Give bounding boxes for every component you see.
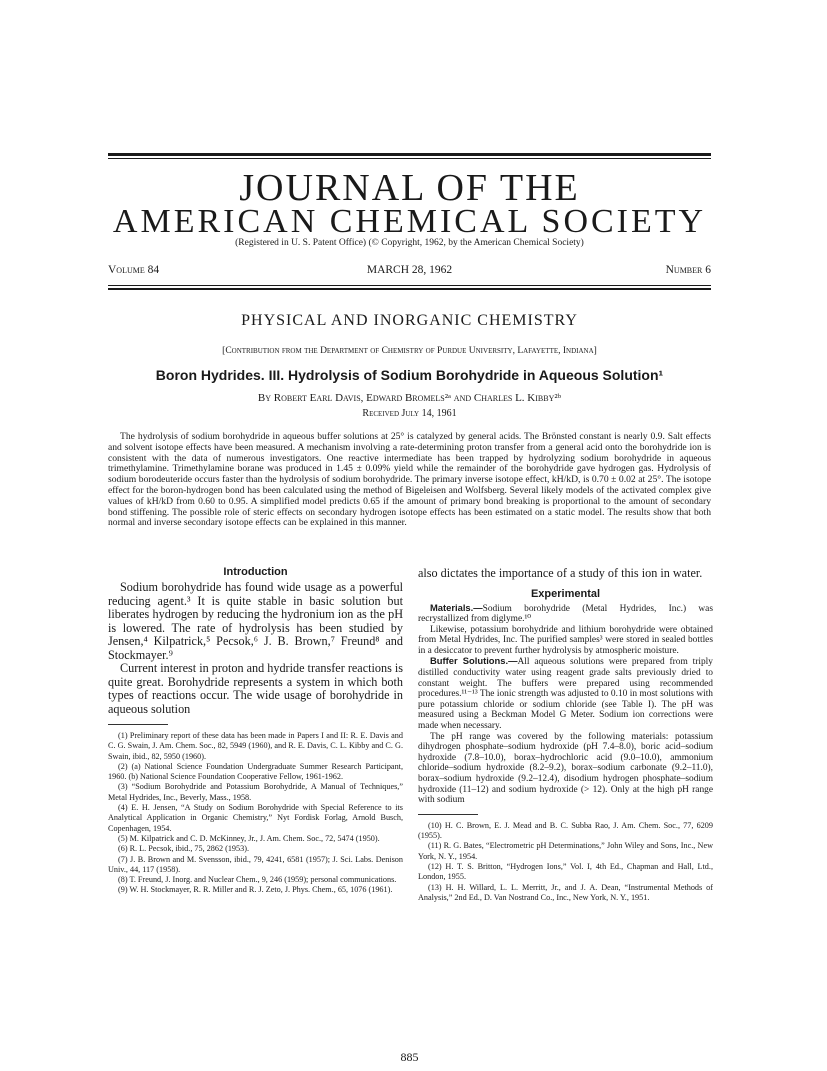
- masthead-bottom-rule-thin: [108, 285, 711, 286]
- footnote: (12) H. T. S. Britton, “Hydrogen Ions,” Vol. I, 4th Ed., Chapman and Hall, Ltd., London, 1955.: [418, 861, 713, 882]
- materials-run-head: Materials.—: [430, 601, 483, 613]
- footnote: (9) W. H. Stockmayer, R. R. Miller and R. J. Zeto, J. Phys. Chem., 65, 1076 (1961).: [118, 885, 393, 895]
- footnote-divider: [418, 814, 478, 815]
- footnote: (7) J. B. Brown and M. Svensson, ibid., 79, 4241, 6581 (1957); J. Sci. Labs. Denison Univ., 44, 117 (1958).: [108, 854, 403, 874]
- footnote: (3) “Sodium Borohydride and Potassium Borohydride, A Manual of Techniques,” Metal Hydrides, Inc., Beverly, Mass., 1958.: [108, 782, 403, 802]
- footnote: (8) T. Freund, J. Inorg. and Nuclear Chem., 9, 246 (1959); personal communications.: [118, 875, 397, 885]
- footnote: (4) E. H. Jensen, “A Study on Sodium Borohydride with Special Reference to its Analytical Application in Organic Chemistry,” Nyt Fordisk Forlag, Arnold Busch, Copenhagen, 1954.: [108, 803, 403, 833]
- left-column: [108, 566, 403, 896]
- footnote-divider: [108, 724, 168, 725]
- journal-title-line1: JOURNAL OF THE: [239, 167, 580, 209]
- received-date: Received July 14, 1961: [362, 408, 457, 419]
- volume-label: Volume 84: [108, 264, 160, 276]
- article-title: Boron Hydrides. III. Hydrolysis of Sodium Borohydride in Aqueous Solution¹: [155, 367, 664, 383]
- footnotes-left: [108, 731, 403, 896]
- buffer-run-head: Buffer Solutions.—: [430, 655, 518, 667]
- section-heading: PHYSICAL AND INORGANIC CHEMISTRY: [241, 312, 578, 329]
- masthead-top-rule-thick: [108, 153, 711, 156]
- footnote: (1) Preliminary report of these data has been made in Papers I and II: R. E. Davis and C. G. Swain, J. Am. Chem. Soc., 82, 5949 (1960), and R. E. Davis, C. L. Kibby and C. G. Swain, ibid., 82, 5950 (1960).: [108, 731, 403, 761]
- issue-number: Number 6: [665, 264, 711, 276]
- page-number: 885: [400, 1050, 419, 1064]
- abstract: [108, 432, 711, 529]
- registration-notice: (Registered in U. S. Patent Office) (© Copyright, 1962, by the American Chemical Society): [235, 238, 584, 248]
- intro-paragraph-2: Current interest in proton and hydride transfer reactions is quite great. Borohydride represents a system in which both types of reactions occur. The wide usage of borohydride in aqueous solution: [108, 661, 403, 716]
- ph-range-paragraph: The pH range was covered by the following materials: potassium dihydrogen phosphate–sodium hydroxide (pH 7.4–8.0), boric acid–sodium hydroxide (7.8–10.0), borax–hydrochloric acid (9.0–10.0), ammonium chloride–sodium hydroxide (8.2–9.2), borax–sodium carbonate (9.2–11.0), borax–sodium hydroxide (9.2–12.4), disodium hydrogen phosphate–sodium hydroxide (11–12) and sodium hydroxide (> 12). Only at the high pH range with sodium: [418, 731, 713, 806]
- abstract-text: The hydrolysis of sodium borohydride in aqueous buffer solutions at 25° is catalyzed by general acids. The Brönsted constant is nearly 0.9. Salt effects and solvent isotope effects have been measured. A mechanism involving a rate-determining proton transfer from a general acid onto the borohydride ion is consistent with the data of numerous investigators. One reactive intermediate has been trapped by hydrolyzing sodium borohydride in aqueous trimethylamine. Trimethylamine borane was produced in 1.45 ± 0.09% yield while the remainder of the borohydride gave hydrogen gas. Hydrolysis of sodium borodeuteride occurs faster than the hydrolysis of sodium borohydride. The primary inverse isotope effect, kH/kD, is 0.70 ± 0.02 at 25°. The isotope effect for the boron-hydrogen bond has been calculated using the method of Bigeleisen and Wolfsberg. Several likely models of the activated complex give values of kH/kD from 0.60 to 0.95. A simplified model predicts 0.65 if the amount of primary bond breaking is proportional to the amount of secondary bond stiffening. The possible role of steric effects on secondary hydrogen isotope effects has been estimated on a static model. The results show that both normal and inverse secondary isotope effects can be explained in this manner.: [108, 431, 711, 529]
- footnote: (13) H. H. Willard, L. L. Merritt, Jr., and J. A. Dean, “Instrumental Methods of Analysis,” 2nd Ed., D. Van Nostrand Co., Inc., New York, N. Y., 1951.: [418, 882, 713, 902]
- footnotes-right: [418, 821, 713, 903]
- issue-date: MARCH 28, 1962: [366, 264, 453, 276]
- masthead-top-rule-thin: [108, 158, 711, 159]
- footnote: (11) R. G. Bates, “Electrometric pH Determinations,” John Wiley and Sons, Inc., New York, N. Y., 1954.: [418, 841, 713, 861]
- materials-paragraph: [418, 603, 713, 625]
- intro-paragraph-1: Sodium borohydride has found wide usage as a powerful reducing agent.³ It is quite stable in basic solution but liberates hydrogen by reducing the hydronium ion as the pH is lowered. The rate of hydrolysis has been studied by Jensen,⁴ Kilpatrick,⁵ Pecsok,⁶ J. B. Brown,⁷ Freund⁸ and Stockmayer.⁹: [108, 580, 403, 662]
- intro-continued: also dictates the importance of a study of this ion in water.: [418, 566, 703, 580]
- journal-title-line2: AMERICAN CHEMICAL SOCIETY: [112, 203, 707, 240]
- materials-text: Sodium borohydride (Metal Hydrides, Inc.) was recrystallized from diglyme.¹⁰: [418, 603, 713, 625]
- likewise-paragraph: Likewise, potassium borohydride and lithium borohydride were obtained from Metal Hydrides, Inc. The purified samples³ were stored in sealed bottles in a desiccator to prevent further hydrolysis by atmospheric moisture.: [418, 624, 713, 656]
- footnote: (6) R. L. Pecsok, ibid., 75, 2862 (1953).: [118, 844, 249, 854]
- footnote: (10) H. C. Brown, E. J. Mead and B. C. Subba Rao, J. Am. Chem. Soc., 77, 6209 (1955).: [418, 820, 713, 841]
- buffer-paragraph: [418, 656, 713, 731]
- introduction-heading: Introduction: [223, 566, 288, 578]
- contribution-line: [Contribution from the Department of Chemistry of Purdue University, Lafayette, Indiana]: [222, 346, 597, 356]
- buffer-text: All aqueous solutions were prepared from triply distilled conductivity water using reagent grade salts previously dried to constant weight. The buffers were prepared using recommended procedures.¹¹⁻¹³ The ionic strength was adjusted to 0.10 in most solutions with pure potassium chloride or sodium chloride (see Table I). The pH was measured using a Beckman Model G Meter. Sodium ion corrections were made when necessary.: [418, 657, 713, 732]
- author-line: By Robert Earl Davis, Edward Bromels²ᵃ and Charles L. Kibby²ᵇ: [257, 392, 562, 404]
- footnote: (2) (a) National Science Foundation Undergraduate Summer Research Participant, 1960. (b) National Science Foundation Cooperative Fellow, 1961-1962.: [108, 761, 403, 782]
- right-column: [418, 567, 713, 903]
- experimental-heading: Experimental: [530, 587, 601, 600]
- masthead-bottom-rule-thick: [108, 288, 711, 290]
- footnote: (5) M. Kilpatrick and C. D. McKinney, Jr., J. Am. Chem. Soc., 72, 5474 (1950).: [118, 833, 380, 843]
